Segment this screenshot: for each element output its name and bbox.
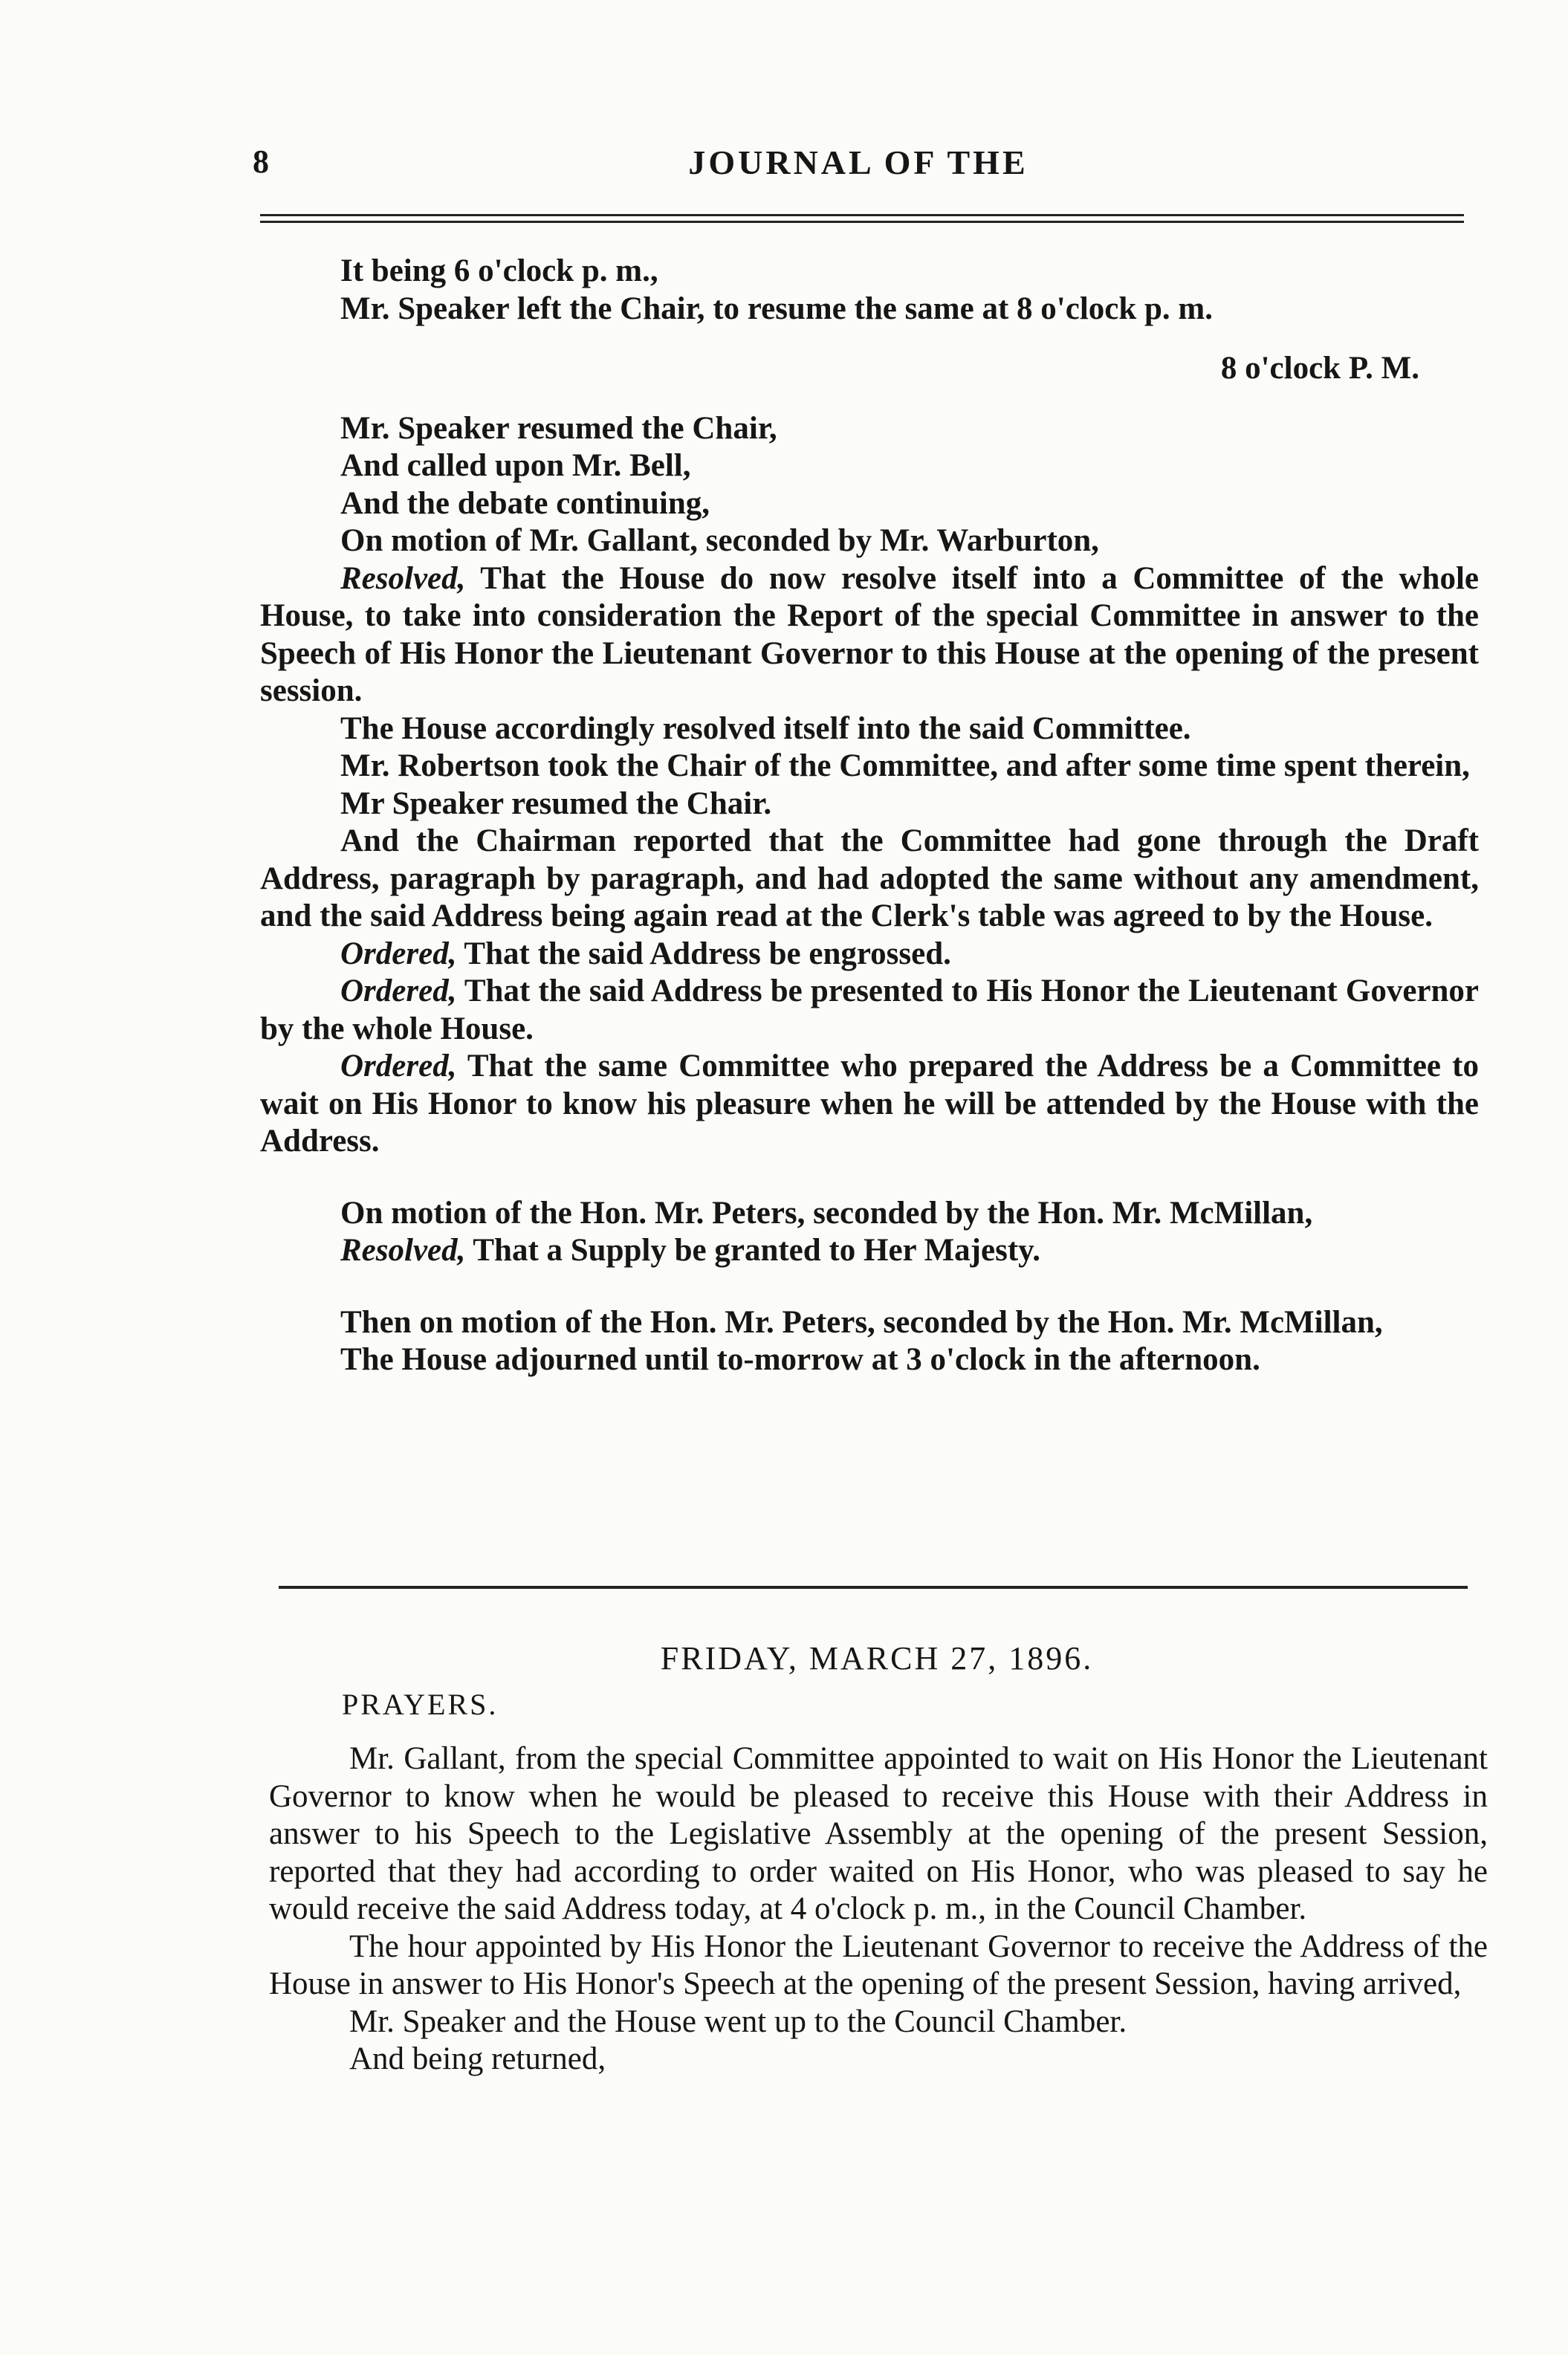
para-robertson-chair: Mr. Robertson took the Chair of the Committee, and after some time spent therein, [340, 748, 1470, 783]
ordered-label-3: Ordered, [340, 1049, 457, 1083]
para-ordered-engrossed [260, 936, 1479, 974]
para-hour-appointed: The hour appointed by His Honor the Lieutenant Governor to receive the Address of the House in answer to His Honor's Speech at the opening of the present Session, having arrived, [269, 1928, 1488, 2001]
friday-proceedings [269, 1740, 1488, 2079]
para-motion-gallant: On motion of Mr. Gallant, seconded by Mr. Warburton, [340, 523, 1099, 558]
page-number: 8 [253, 143, 269, 180]
resolved-label: Resolved, [340, 560, 466, 596]
para-gallant-report: Mr. Gallant, from the special Committee appointed to wait on His Honor the Lieutenant Governor to know when he would be pleased to receive this House with their Address in answer to his Speech to the Legislative Assembly at the opening of the present Session, reported that they had according to order waited on His Honor, who was pleased to say he would receive the said Address today, at 4 o'clock p. m., in the Council Chamber. [269, 1741, 1488, 1926]
ordered-text-1: That the said Address be engrossed. [456, 936, 951, 971]
section-separator-rule [279, 1586, 1468, 1589]
day-heading: FRIDAY, MARCH 27, 1896. [660, 1640, 1094, 1677]
ordered-label-2: Ordered, [340, 974, 457, 1008]
prayers-label: PRAYERS. [342, 1688, 499, 1721]
para-speaker-resumed: Mr. Speaker resumed the Chair, [340, 410, 777, 446]
ordered-text-2: That the said Address be presented to His Honor the Lieutenant Governor by the whole House. [260, 974, 1479, 1046]
para-house-resolved: The House accordingly resolved itself into the said Committee. [340, 710, 1191, 746]
running-title: JOURNAL OF THE [688, 143, 1028, 181]
para-ordered-presented [260, 973, 1479, 1048]
para-house-adjourned: The House adjourned until to-morrow at 3 o'clock in the afternoon. [340, 1342, 1260, 1377]
resolved-label-2: Resolved, [340, 1233, 466, 1268]
para-debate-continuing: And the debate continuing, [340, 485, 710, 521]
para-resolved-supply [260, 1232, 1479, 1270]
page-header [253, 143, 1464, 187]
para-chairman-reported: And the Chairman reported that the Committee had gone through the Draft Address, paragraph by paragraph, and had adopted the same without any amendment, and the said Address being again read at the Clerk's table was agreed to by the House. [260, 823, 1479, 933]
resolved-text-2: That a Supply be granted to Her Majesty. [465, 1233, 1041, 1268]
para-council-chamber: Mr. Speaker and the House went up to the Council Chamber. [349, 2003, 1127, 2039]
para-resolved-committee [260, 560, 1479, 710]
resolved-text: That the House do now resolve itself into a Committee of the whole House, to take into consideration the Report of the special Committee in answer to the Speech of His Honor the Lieutenant Governor to this House at the opening of the present session. [260, 560, 1479, 708]
para-speaker-resumed-2: Mr Speaker resumed the Chair. [340, 785, 772, 821]
header-double-rule [260, 214, 1464, 223]
para-six-oclock: It being 6 o'clock p. m., [340, 253, 658, 288]
para-called-upon: And called upon Mr. Bell, [340, 448, 691, 483]
para-motion-adjourn: Then on motion of the Hon. Mr. Peters, seconded by the Hon. Mr. McMillan, [340, 1304, 1383, 1340]
para-ordered-committee [260, 1048, 1479, 1161]
ordered-label-1: Ordered, [340, 936, 457, 971]
para-motion-peters: On motion of the Hon. Mr. Peters, seconded by the Hon. Mr. McMillan, [340, 1195, 1313, 1231]
para-being-returned: And being returned, [349, 2041, 606, 2076]
evening-proceedings [260, 253, 1479, 1379]
time-heading: 8 o'clock P. M. [1220, 351, 1419, 386]
ordered-text-3: That the same Committee who prepared the Address be a Committee to wait on His Honor to know his pleasure when he will be attended by the House with the Address. [260, 1049, 1479, 1159]
para-speaker-left: Mr. Speaker left the Chair, to resume the same at 8 o'clock p. m. [340, 291, 1213, 326]
